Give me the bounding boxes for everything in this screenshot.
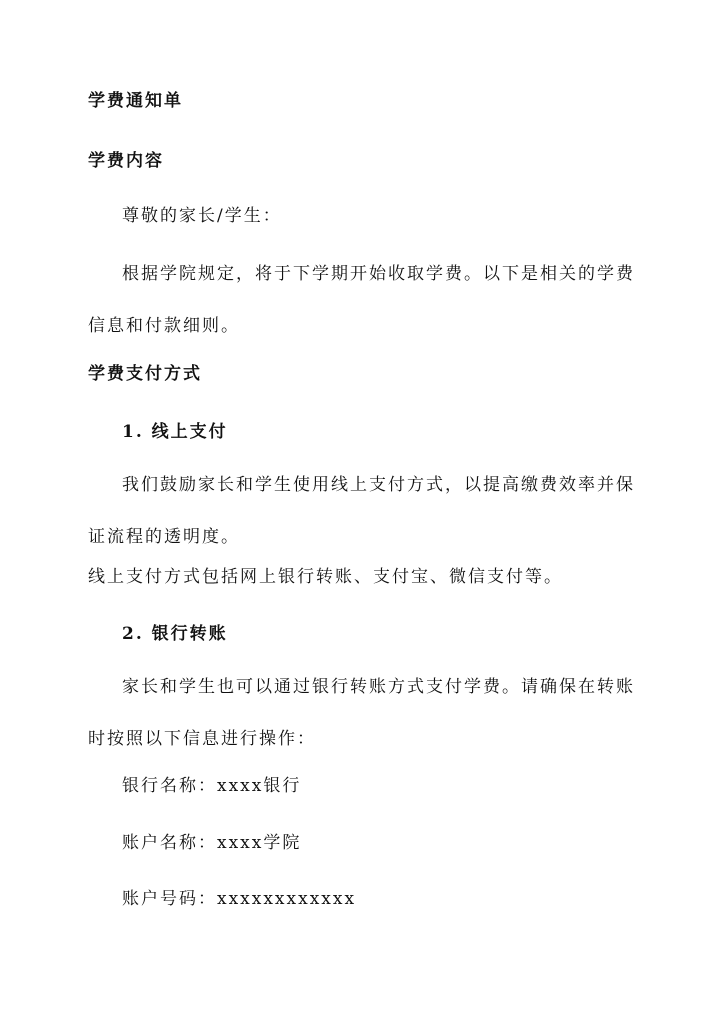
section-heading-content: 学费内容 [88, 151, 164, 171]
online-payment-paragraph: 我们鼓励家长和学生使用线上支付方式，以提高缴费效率并保证流程的透明度。 [88, 475, 635, 547]
bank-name: 银行名称：xxxx银行 [122, 776, 302, 796]
greeting: 尊敬的家长/学生： [122, 206, 282, 226]
online-payment-methods: 线上支付方式包括网上银行转账、支付宝、微信支付等。 [88, 567, 563, 587]
section-heading-payment: 学费支付方式 [88, 364, 202, 384]
bank-transfer-heading: 2. 银行转账 [122, 624, 228, 644]
intro-paragraph: 根据学院规定，将于下学期开始收取学费。以下是相关的学费信息和付款细则。 [88, 264, 635, 336]
account-number: 账户号码：xxxxxxxxxxxx [122, 889, 357, 909]
document-title: 学费通知单 [88, 91, 183, 111]
online-payment-heading: 1. 线上支付 [122, 422, 228, 442]
account-name: 账户名称：xxxx学院 [122, 833, 302, 853]
bank-transfer-paragraph: 家长和学生也可以通过银行转账方式支付学费。请确保在转账时按照以下信息进行操作： [88, 677, 635, 749]
